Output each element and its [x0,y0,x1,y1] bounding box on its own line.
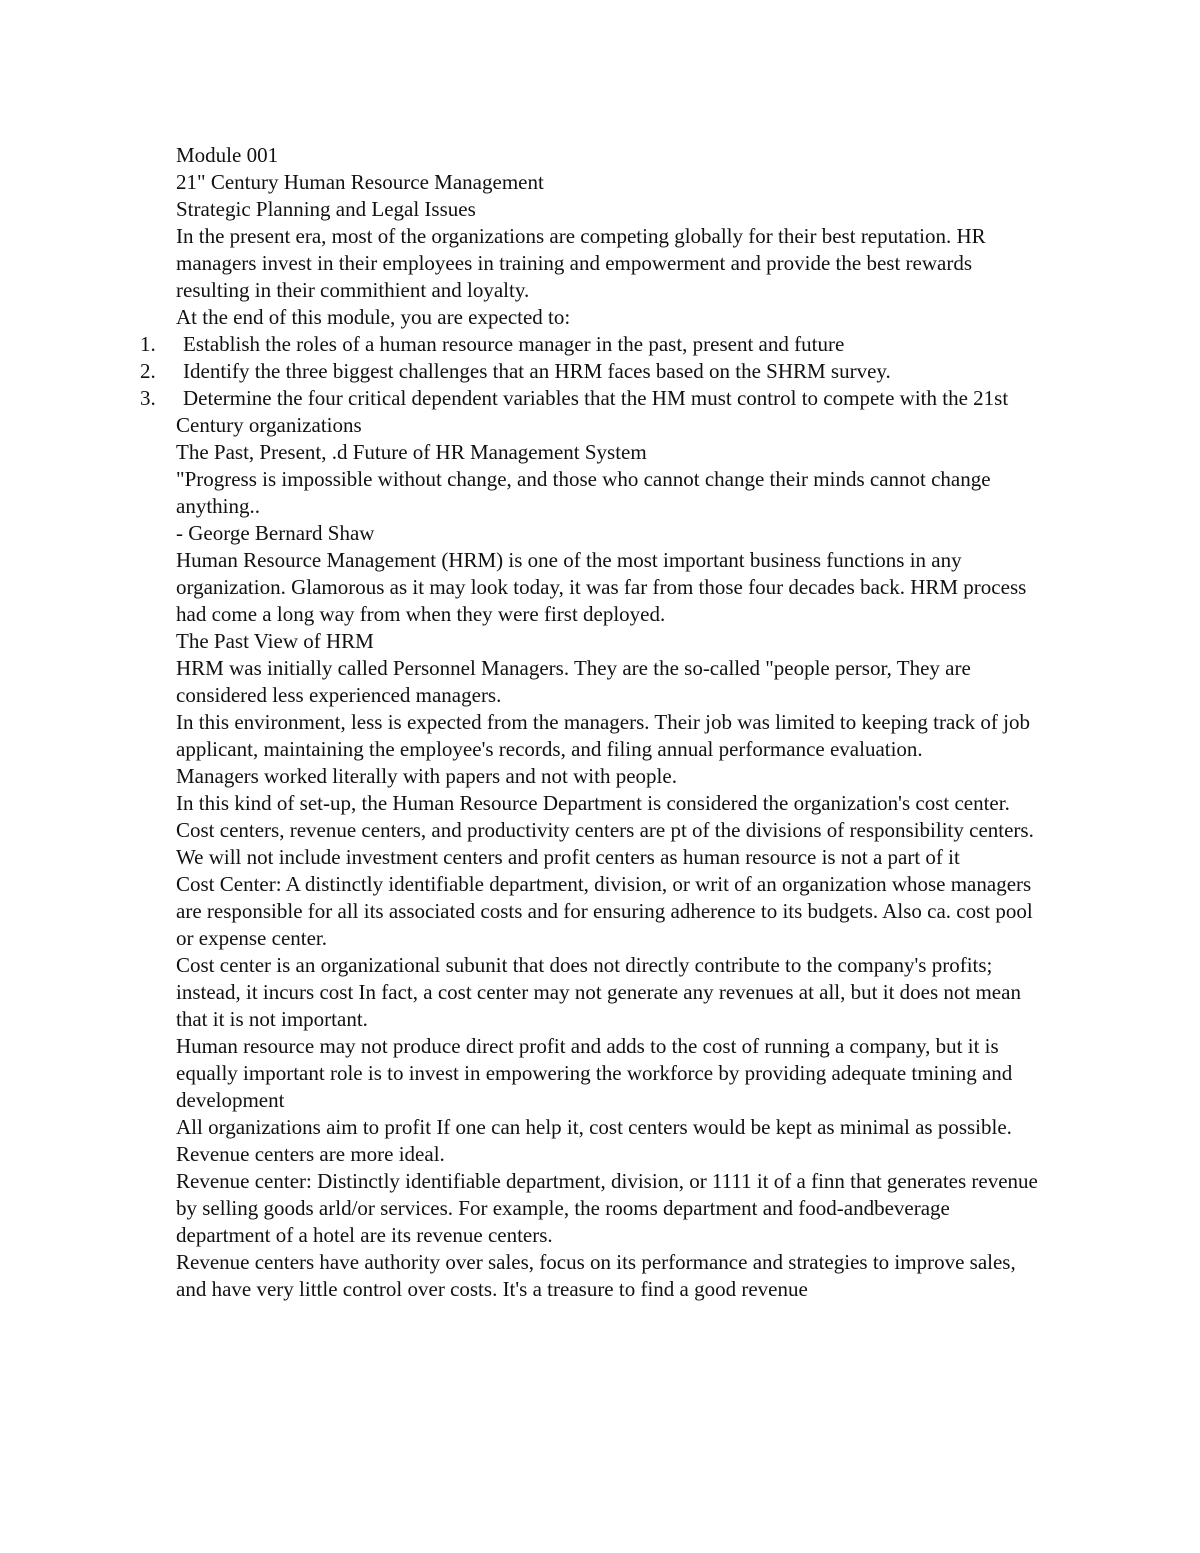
list-item-number: 3. [140,386,156,410]
paragraph: In this environment, less is expected from the managers. Their job was limited to keeping track of job applicant, maintaining the employee's records, and filing annual performance evaluation. [176,710,1030,761]
paragraph: In this kind of set-up, the Human Resource Department is considered the organization's cost center. [176,791,1010,815]
quote-text: "Progress is impossible without change, and those who cannot change their minds cannot change anything.. [176,467,991,518]
quote-author: - George Bernard Shaw [176,521,375,545]
section-heading-past-present-future: The Past, Present, .d Future of HR Management System [176,440,647,464]
paragraph: Cost Center: A distinctly identifiable department, division, or writ of an organization whose managers are responsible for all its associated costs and for ensuring adherence to its budgets. Also ca. cost pool or expense center. [176,872,1033,950]
paragraph: All organizations aim to profit If one can help it, cost centers would be kept as minimal as possible. Revenue centers are more ideal. [176,1115,1012,1166]
list-item [140,385,1046,439]
paragraph: Managers worked literally with papers and not with people. [176,764,677,788]
paragraph: Revenue center: Distinctly identifiable department, division, or 1111 it of a finn that generates revenue by selling goods arld/or services. For example, the rooms department and food-andbeverage department of a hotel are its revenue centers. [176,1169,1038,1247]
list-item-number: 2. [140,359,156,383]
section-heading-past-view: The Past View of HRM [176,629,374,653]
module-title: 21" Century Human Resource Management [176,170,544,194]
list-item [140,358,1046,385]
list-item-text: Determine the four critical dependent variables that the HM must control to compete with the 21st Century organizations [176,386,1009,437]
list-item-number: 1. [140,332,156,356]
module-subtitle: Strategic Planning and Legal Issues [176,197,476,221]
document-body [140,142,1046,1303]
paragraph: Cost centers, revenue centers, and productivity centers are pt of the divisions of responsibility centers. We will not include investment centers and profit centers as human resource is not a part of it [176,818,1034,869]
list-item [140,331,1046,358]
objectives-intro: At the end of this module, you are expected to: [176,305,571,329]
paragraph: Human resource may not produce direct profit and adds to the cost of running a company, but it is equally important role is to invest in empowering the workforce by providing adequate tmining and development [176,1034,1013,1112]
paragraph: Revenue centers have authority over sales, focus on its performance and strategies to improve sales, and have very little control over costs. It's a treasure to find a good revenue [176,1250,1016,1301]
paragraph: Human Resource Management (HRM) is one of the most important business functions in any organization. Glamorous as it may look today, it was far from those four decades back. HRM process had come a long way from when they were first deployed. [176,548,1027,626]
list-item-text: Establish the roles of a human resource manager in the past, present and future [183,332,845,356]
module-number: Module 001 [176,143,279,167]
paragraph: HRM was initially called Personnel Managers. They are the so-called "people persor, They are considered less experienced managers. [176,656,971,707]
objectives-list [140,331,1046,439]
paragraph: Cost center is an organizational subunit that does not directly contribute to the company's profits; instead, it incurs cost In fact, a cost center may not generate any revenues at all, but it does not mean that it is not important. [176,953,1021,1031]
intro-paragraph: In the present era, most of the organizations are competing globally for their best reputation. HR managers invest in their employees in training and empowerment and provide the best rewards resulting in their commithient and loyalty. [176,224,986,302]
list-item-text: Identify the three biggest challenges that an HRM faces based on the SHRM survey. [183,359,891,383]
